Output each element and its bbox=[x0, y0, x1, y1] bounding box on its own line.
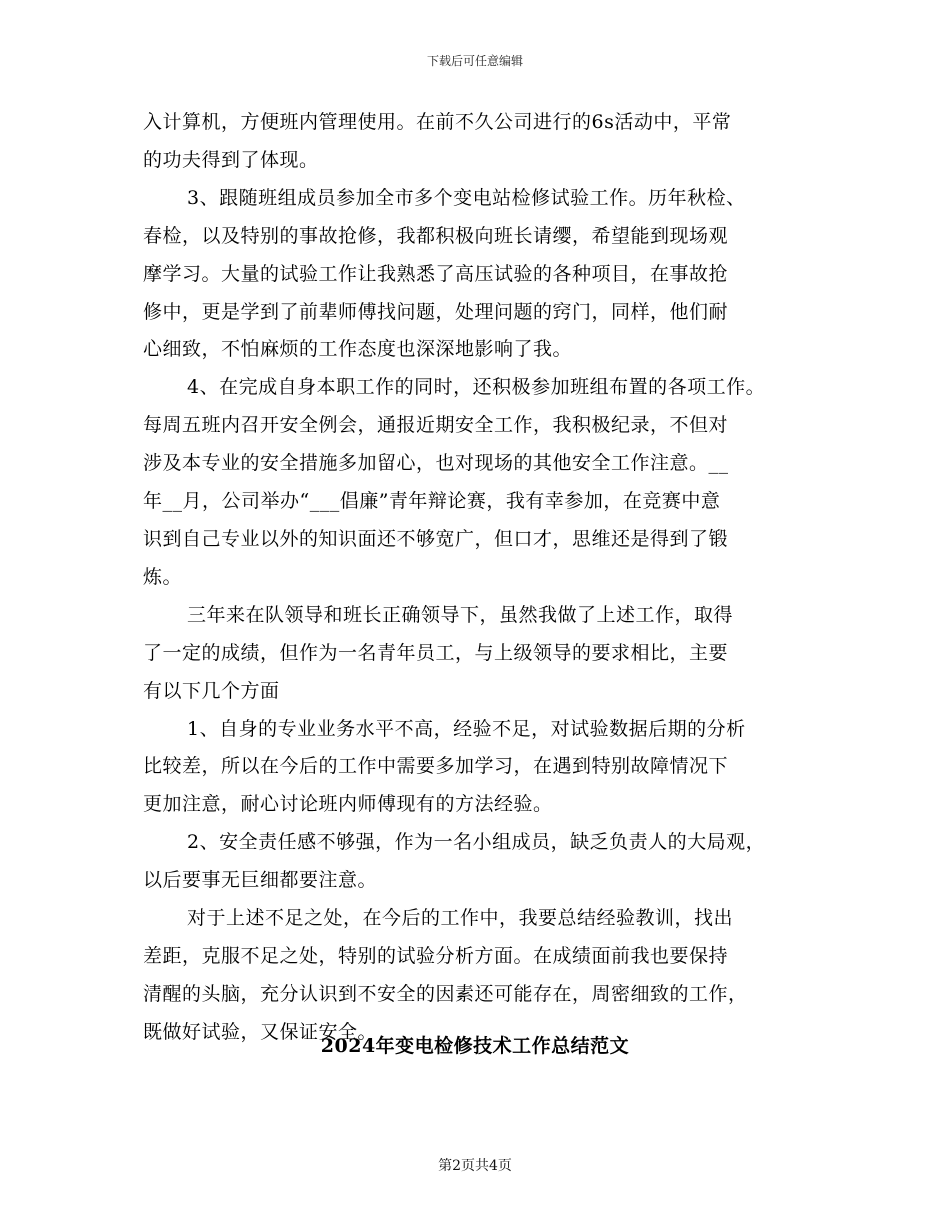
text-line: 炼。 bbox=[143, 565, 183, 588]
text-line: 春检，以及特别的事故抢修，我都积极向班长请缨，希望能到现场观 bbox=[143, 224, 729, 247]
page-number-footer: 第2页共4页 bbox=[438, 1158, 512, 1174]
text-line: 以后要事无巨细都要注意。 bbox=[143, 869, 378, 892]
paragraph bbox=[143, 597, 823, 711]
text-line: 差距，克服不足之处，特别的试验分析方面。在成绩面前我也要保持 bbox=[143, 944, 729, 967]
text-line: 既做好试验，又保证安全。 bbox=[143, 1020, 378, 1043]
text-line: 更加注意，耐心讨论班内师傅现有的方法经验。 bbox=[143, 793, 553, 816]
text-line: 修中，更是学到了前辈师傅找问题，处理问题的窍门，同样，他们耐 bbox=[143, 300, 729, 323]
text-line: 年__月，公司举办“___倡廉”青年辩论赛，我有幸参加，在竞赛中意 bbox=[143, 490, 721, 513]
paragraph bbox=[143, 369, 823, 596]
text-line: 三年来在队领导和班长正确领导下，虽然我做了上述工作，取得 bbox=[187, 603, 734, 626]
document-title: 2024年变电检修技术工作总结范文 bbox=[320, 1035, 630, 1057]
paragraph bbox=[143, 824, 823, 900]
paragraph bbox=[143, 711, 823, 825]
text-line: 对于上述不足之处，在今后的工作中，我要总结经验教训，找出 bbox=[187, 907, 734, 930]
text-line: 比较差，所以在今后的工作中需要多加学习，在遇到特别故障情况下 bbox=[143, 755, 729, 778]
text-line: 2、安全责任感不够强，作为一名小组成员，缺乏负责人的大局观， bbox=[187, 831, 766, 854]
paragraph bbox=[143, 900, 823, 1052]
text-line: 涉及本专业的安全措施多加留心，也对现场的其他安全工作注意。__ bbox=[143, 452, 729, 475]
text-line: 摩学习。大量的试验工作让我熟悉了高压试验的各种项目，在事故抢 bbox=[143, 262, 729, 285]
text-line: 1、自身的专业业务水平不高，经验不足，对试验数据后期的分析 bbox=[187, 717, 746, 740]
paragraph bbox=[143, 104, 823, 180]
text-line: 识到自己专业以外的知识面还不够宽广，但口才，思维还是得到了锻 bbox=[143, 527, 729, 550]
document-body bbox=[143, 104, 823, 1052]
page-header: 下载后可任意编辑 bbox=[426, 54, 523, 68]
text-line: 了一定的成绩，但作为一名青年员工，与上级领导的要求相比，主要 bbox=[143, 641, 729, 664]
text-line: 心细致，不怕麻烦的工作态度也深深地影响了我。 bbox=[143, 338, 573, 361]
text-line: 的功夫得到了体现。 bbox=[143, 148, 319, 171]
text-line: 4、在完成自身本职工作的同时，还积极参加班组布置的各项工作。 bbox=[187, 376, 766, 399]
text-line: 每周五班内召开安全例会，通报近期安全工作，我积极纪录，不但对 bbox=[143, 414, 729, 437]
text-line: 入计算机，方便班内管理使用。在前不久公司进行的6s活动中，平常 bbox=[143, 111, 732, 133]
text-line: 清醒的头脑，充分认识到不安全的因素还可能存在，周密细致的工作， bbox=[143, 982, 748, 1005]
text-line: 3、跟随班组成员参加全市多个变电站检修试验工作。历年秋检、 bbox=[187, 186, 746, 209]
text-line: 有以下几个方面 bbox=[143, 679, 280, 702]
paragraph bbox=[143, 180, 823, 370]
